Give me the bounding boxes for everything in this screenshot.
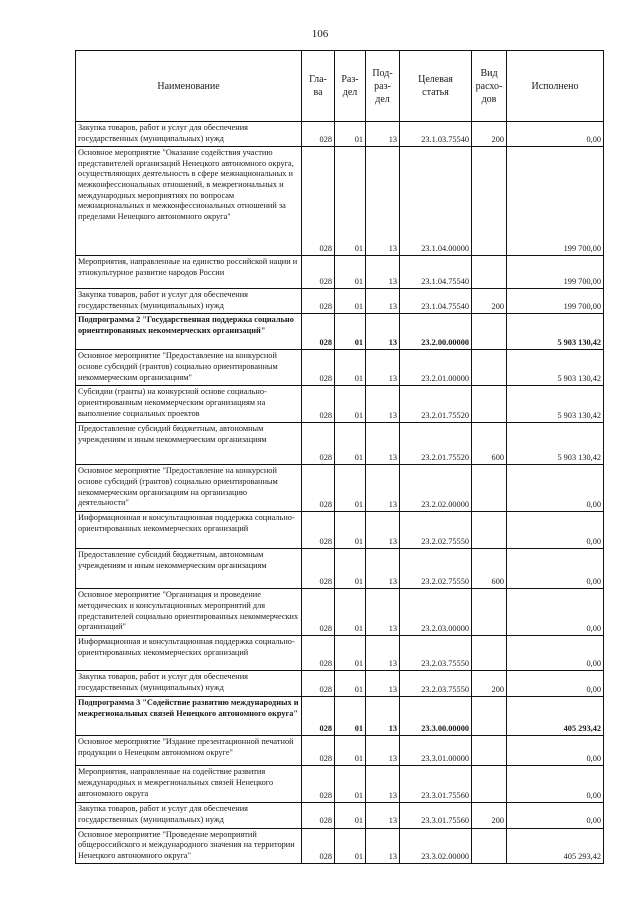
- row-target: 23.1.04.75540: [400, 256, 472, 289]
- row-name: Мероприятия, направленные на единство российской нации и этнокультурное развитие народов России: [76, 256, 302, 289]
- row-name: Основное мероприятие "Оказание содействия участию представителей организаций Ненецкого автономного округа, осуществляющих деятельность в сфере межнациональных и межконфессиональных отношений, в межрегиональных и международных мероприятиях по вопросам межнациональных и межконфессиональных отношений за пределами Ненецкого автономного округа": [76, 147, 302, 256]
- row-glava: 028: [302, 314, 335, 350]
- table-row: [76, 736, 604, 766]
- row-glava: 028: [302, 147, 335, 256]
- row-razdel: 01: [335, 147, 366, 256]
- budget-table: [75, 50, 604, 864]
- row-razdel: 01: [335, 386, 366, 423]
- row-executed: 0,00: [507, 589, 604, 636]
- row-razdel: 01: [335, 314, 366, 350]
- row-podrazdel: 13: [366, 465, 400, 512]
- table-row: [76, 465, 604, 512]
- row-name: Основное мероприятие "Предоставление на конкурсной основе субсидий (грантов) социально ориентированным некоммерческим организациям": [76, 350, 302, 386]
- table-row: [76, 350, 604, 386]
- row-executed: 5 903 130,42: [507, 386, 604, 423]
- row-razdel: 01: [335, 549, 366, 589]
- header-executed: Исполнено: [507, 51, 604, 122]
- row-target: 23.3.01.75560: [400, 766, 472, 803]
- row-razdel: 01: [335, 289, 366, 314]
- row-target: 23.2.02.00000: [400, 465, 472, 512]
- row-executed: 0,00: [507, 671, 604, 697]
- row-name: Основное мероприятие "Издание презентационной печатной продукции о Ненецком автономном округе": [76, 736, 302, 766]
- table-row: [76, 289, 604, 314]
- row-name: Предоставление субсидий бюджетным, автономным учреждениям и иным некоммерческим организациям: [76, 549, 302, 589]
- table-row: [76, 803, 604, 828]
- header-glava: Гла- ва: [302, 51, 335, 122]
- row-podrazdel: 13: [366, 314, 400, 350]
- row-podrazdel: 13: [366, 736, 400, 766]
- row-glava: 028: [302, 465, 335, 512]
- row-vid: [472, 350, 507, 386]
- row-glava: 028: [302, 512, 335, 549]
- row-target: 23.2.03.75550: [400, 671, 472, 697]
- row-target: 23.2.01.00000: [400, 350, 472, 386]
- row-name: Закупка товаров, работ и услуг для обеспечения государственных (муниципальных) нужд: [76, 803, 302, 828]
- row-vid: [472, 512, 507, 549]
- row-razdel: 01: [335, 636, 366, 671]
- row-vid: [472, 736, 507, 766]
- row-name: Закупка товаров, работ и услуг для обеспечения государственных (муниципальных) нужд: [76, 289, 302, 314]
- row-razdel: 01: [335, 589, 366, 636]
- table-row: [76, 828, 604, 864]
- row-name: Подпрограмма 2 "Государственная поддержка социально ориентированных некоммерческих организаций": [76, 314, 302, 350]
- row-name: Информационная и консультационная поддержка социально-ориентированных некоммерческих организаций: [76, 512, 302, 549]
- row-vid: 200: [472, 671, 507, 697]
- row-podrazdel: 13: [366, 636, 400, 671]
- row-executed: 405 293,42: [507, 828, 604, 864]
- table-row: [76, 512, 604, 549]
- row-vid: [472, 589, 507, 636]
- row-target: 23.1.03.75540: [400, 122, 472, 147]
- table-body: [76, 122, 604, 864]
- table-row: [76, 766, 604, 803]
- row-vid: [472, 386, 507, 423]
- row-executed: 5 903 130,42: [507, 314, 604, 350]
- row-podrazdel: 13: [366, 256, 400, 289]
- row-podrazdel: 13: [366, 803, 400, 828]
- row-razdel: 01: [335, 803, 366, 828]
- row-podrazdel: 13: [366, 423, 400, 465]
- row-executed: 405 293,42: [507, 697, 604, 736]
- row-name: Подпрограмма 3 "Содействие развитию международных и межрегиональных связей Ненецкого автономного округа": [76, 697, 302, 736]
- table-row: [76, 697, 604, 736]
- header-podrazdel: Под- раз- дел: [366, 51, 400, 122]
- row-target: 23.2.03.75550: [400, 636, 472, 671]
- table-row: [76, 423, 604, 465]
- row-podrazdel: 13: [366, 147, 400, 256]
- row-target: 23.3.00.00000: [400, 697, 472, 736]
- row-executed: 199 700,00: [507, 147, 604, 256]
- row-vid: 600: [472, 423, 507, 465]
- row-razdel: 01: [335, 256, 366, 289]
- row-executed: 0,00: [507, 803, 604, 828]
- row-podrazdel: 13: [366, 386, 400, 423]
- table-row: [76, 122, 604, 147]
- row-executed: 0,00: [507, 122, 604, 147]
- row-target: 23.2.02.75550: [400, 549, 472, 589]
- row-glava: 028: [302, 289, 335, 314]
- row-target: 23.1.04.75540: [400, 289, 472, 314]
- row-razdel: 01: [335, 512, 366, 549]
- row-razdel: 01: [335, 736, 366, 766]
- row-vid: 600: [472, 549, 507, 589]
- row-target: 23.1.04.00000: [400, 147, 472, 256]
- row-name: Основное мероприятие "Предоставление на конкурсной основе субсидий (грантов) социально ориентированным некоммерческим организациям на организацию деятельности": [76, 465, 302, 512]
- row-target: 23.3.01.75560: [400, 803, 472, 828]
- row-vid: 200: [472, 803, 507, 828]
- row-target: 23.2.03.00000: [400, 589, 472, 636]
- table-header-row: [76, 51, 604, 122]
- row-vid: [472, 147, 507, 256]
- row-razdel: 01: [335, 828, 366, 864]
- table-row: [76, 549, 604, 589]
- row-name: Мероприятия, направленные на содействие развития международных и межрегиональных связей Ненецкого автономного округа: [76, 766, 302, 803]
- table-row: [76, 314, 604, 350]
- row-razdel: 01: [335, 122, 366, 147]
- row-glava: 028: [302, 423, 335, 465]
- header-razdel: Раз- дел: [335, 51, 366, 122]
- row-podrazdel: 13: [366, 350, 400, 386]
- row-razdel: 01: [335, 671, 366, 697]
- row-glava: 028: [302, 828, 335, 864]
- header-target: Целевая статья: [400, 51, 472, 122]
- table-row: [76, 671, 604, 697]
- row-podrazdel: 13: [366, 766, 400, 803]
- row-executed: 0,00: [507, 636, 604, 671]
- row-podrazdel: 13: [366, 697, 400, 736]
- row-target: 23.2.01.75520: [400, 423, 472, 465]
- row-glava: 028: [302, 636, 335, 671]
- row-name: Субсидии (гранты) на конкурсной основе социально-ориентированным некоммерческим организациям на выполнение социальных проектов: [76, 386, 302, 423]
- row-glava: 028: [302, 256, 335, 289]
- row-executed: 0,00: [507, 512, 604, 549]
- row-glava: 028: [302, 766, 335, 803]
- row-vid: [472, 314, 507, 350]
- row-name: Основное мероприятие "Проведение мероприятий общероссийского и международного значения на территории Ненецкого автономного округа": [76, 828, 302, 864]
- row-executed: 0,00: [507, 766, 604, 803]
- row-glava: 028: [302, 589, 335, 636]
- page-number: 106: [311, 28, 329, 40]
- row-vid: [472, 697, 507, 736]
- table-row: [76, 589, 604, 636]
- row-razdel: 01: [335, 423, 366, 465]
- row-vid: 200: [472, 289, 507, 314]
- table-row: [76, 147, 604, 256]
- row-podrazdel: 13: [366, 512, 400, 549]
- row-glava: 028: [302, 350, 335, 386]
- row-vid: 200: [472, 122, 507, 147]
- row-vid: [472, 636, 507, 671]
- row-target: 23.2.00.00000: [400, 314, 472, 350]
- row-razdel: 01: [335, 697, 366, 736]
- row-name: Основное мероприятие "Организация и проведение методических и консультационных мероприятий для представителей социально ориентированных некоммерческих организаций": [76, 589, 302, 636]
- row-name: Информационная и консультационная поддержка социально-ориентированных некоммерческих организаций: [76, 636, 302, 671]
- row-glava: 028: [302, 671, 335, 697]
- row-name: Закупка товаров, работ и услуг для обеспечения государственных (муниципальных) нужд: [76, 122, 302, 147]
- row-vid: [472, 465, 507, 512]
- row-podrazdel: 13: [366, 671, 400, 697]
- row-glava: 028: [302, 386, 335, 423]
- row-name: Предоставление субсидий бюджетным, автономным учреждениям и иным некоммерческим организациям: [76, 423, 302, 465]
- row-glava: 028: [302, 122, 335, 147]
- row-razdel: 01: [335, 465, 366, 512]
- row-executed: 5 903 130,42: [507, 350, 604, 386]
- row-podrazdel: 13: [366, 828, 400, 864]
- row-executed: 199 700,00: [507, 256, 604, 289]
- row-target: 23.3.02.00000: [400, 828, 472, 864]
- row-executed: 0,00: [507, 549, 604, 589]
- row-vid: [472, 766, 507, 803]
- row-target: 23.2.01.75520: [400, 386, 472, 423]
- row-razdel: 01: [335, 766, 366, 803]
- row-vid: [472, 256, 507, 289]
- row-podrazdel: 13: [366, 589, 400, 636]
- row-glava: 028: [302, 803, 335, 828]
- table-row: [76, 636, 604, 671]
- row-glava: 028: [302, 697, 335, 736]
- row-razdel: 01: [335, 350, 366, 386]
- row-executed: 199 700,00: [507, 289, 604, 314]
- header-vid: Вид расхо- дов: [472, 51, 507, 122]
- row-podrazdel: 13: [366, 549, 400, 589]
- row-podrazdel: 13: [366, 122, 400, 147]
- row-executed: 0,00: [507, 736, 604, 766]
- row-podrazdel: 13: [366, 289, 400, 314]
- table-row: [76, 256, 604, 289]
- row-vid: [472, 828, 507, 864]
- header-name: Наименование: [76, 51, 302, 122]
- row-target: 23.2.02.75550: [400, 512, 472, 549]
- row-glava: 028: [302, 736, 335, 766]
- row-glava: 028: [302, 549, 335, 589]
- row-name: Закупка товаров, работ и услуг для обеспечения государственных (муниципальных) нужд: [76, 671, 302, 697]
- row-target: 23.3.01.00000: [400, 736, 472, 766]
- table-row: [76, 386, 604, 423]
- row-executed: 0,00: [507, 465, 604, 512]
- row-executed: 5 903 130,42: [507, 423, 604, 465]
